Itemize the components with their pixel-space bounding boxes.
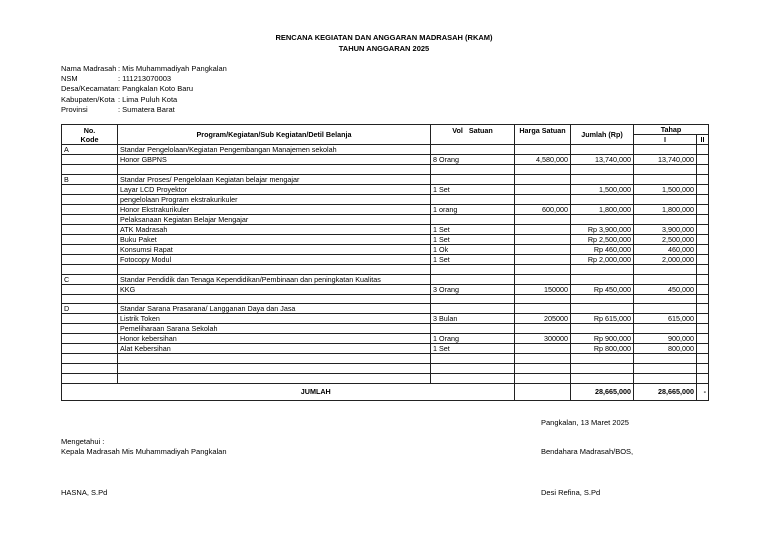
row-tahap-2: [697, 364, 709, 374]
document-subtitle: TAHUN ANGGARAN 2025: [338, 44, 430, 53]
row-harga: [515, 184, 571, 194]
table-row: [62, 165, 709, 175]
info-label: Nama Madrasah: [61, 64, 117, 73]
row-jumlah: 1,500,000: [571, 184, 634, 194]
total-jumlah: 28,665,000: [571, 383, 634, 400]
row-jumlah: Rp 460,000: [571, 244, 634, 254]
row-tahap-2: [697, 244, 709, 254]
row-harga: [515, 165, 571, 175]
row-tahap-1: [634, 294, 697, 304]
row-jumlah: [571, 354, 634, 364]
info-label: Provinsi: [61, 104, 88, 114]
row-tahap-2: [697, 234, 709, 244]
table-row: [62, 294, 709, 304]
row-program: Alat Kebersihan: [118, 344, 431, 354]
row-kode: D: [62, 304, 118, 314]
row-jumlah: 1,800,000: [571, 204, 634, 214]
row-harga: [515, 214, 571, 224]
row-vol: [431, 373, 473, 383]
row-program: [118, 165, 431, 175]
table-row: [62, 364, 709, 374]
row-kode: [62, 194, 118, 204]
row-tahap-1: 1,500,000: [634, 184, 697, 194]
row-satuan: [473, 354, 515, 364]
row-tahap-2: [697, 214, 709, 224]
row-harga: [515, 304, 571, 314]
row-harga: 300000: [515, 334, 571, 344]
row-program: Layar LCD Proyektor: [118, 184, 431, 194]
row-program: Fotocopy Modul: [118, 254, 431, 264]
row-satuan: [473, 344, 515, 354]
row-program: Konsumsi Rapat: [118, 244, 431, 254]
row-tahap-1: [634, 354, 697, 364]
row-tahap-2: [697, 224, 709, 234]
row-tahap-1: 615,000: [634, 314, 697, 324]
total-tahap-1: 28,665,000: [634, 383, 697, 400]
row-tahap-1: 3,900,000: [634, 224, 697, 234]
row-tahap-1: 460,000: [634, 244, 697, 254]
row-vol: 1 orang: [431, 204, 473, 214]
row-kode: [62, 324, 118, 334]
table-row: [62, 244, 709, 254]
row-tahap-1: 2,000,000: [634, 254, 697, 264]
info-label: Kabupaten/Kota: [61, 94, 115, 104]
row-tahap-2: [697, 284, 709, 294]
table-row: [62, 145, 709, 155]
row-program: Honor kebersihan: [118, 334, 431, 344]
row-jumlah: Rp 615,000: [571, 314, 634, 324]
table-row: [62, 214, 709, 224]
row-jumlah: [571, 304, 634, 314]
row-jumlah: [571, 194, 634, 204]
table-row: [62, 354, 709, 364]
table-row: [62, 184, 709, 194]
table-row: [62, 324, 709, 334]
kepala-title: Kepala Madrasah Mis Muhammadiyah Pangkalan: [61, 447, 227, 456]
row-kode: [62, 184, 118, 194]
row-satuan: [473, 264, 515, 274]
row-kode: [62, 344, 118, 354]
row-jumlah: [571, 145, 634, 155]
row-tahap-1: 13,740,000: [634, 155, 697, 165]
row-jumlah: [571, 174, 634, 184]
row-tahap-2: [697, 174, 709, 184]
row-program: Honor GBPNS: [118, 155, 431, 165]
row-jumlah: [571, 165, 634, 175]
row-harga: [515, 373, 571, 383]
table-body: [62, 145, 709, 384]
row-tahap-1: [634, 364, 697, 374]
info-value: : Pangkalan Koto Baru: [118, 84, 194, 94]
row-satuan: [473, 234, 515, 244]
row-harga: [515, 344, 571, 354]
header-kode: Kode: [80, 134, 99, 144]
row-program: [118, 354, 431, 364]
row-tahap-2: [697, 155, 709, 165]
table-row: [62, 274, 709, 284]
row-program: Standar Sarana Prasarana/ Langganan Daya dan Jasa: [118, 304, 431, 314]
row-tahap-1: [634, 304, 697, 314]
row-jumlah: Rp 800,000: [571, 344, 634, 354]
row-tahap-1: 800,000: [634, 344, 697, 354]
row-kode: C: [62, 274, 118, 284]
header-satuan: Satuan: [468, 126, 493, 135]
row-vol: 1 Orang: [431, 334, 473, 344]
row-satuan: [473, 254, 515, 264]
row-tahap-2: [697, 274, 709, 284]
table-row: [62, 314, 709, 324]
table-row: [62, 334, 709, 344]
row-vol: [431, 214, 473, 224]
info-row-desa: [61, 84, 227, 94]
info-row-provinsi: [61, 105, 227, 115]
row-tahap-1: [634, 214, 697, 224]
row-harga: [515, 174, 571, 184]
row-kode: [62, 364, 118, 374]
table-row: [62, 373, 709, 383]
row-kode: [62, 254, 118, 264]
header-tahap-2: II: [697, 135, 709, 145]
row-harga: [515, 324, 571, 334]
row-harga: [515, 294, 571, 304]
row-satuan: [473, 373, 515, 383]
row-tahap-2: [697, 194, 709, 204]
row-satuan: [473, 184, 515, 194]
info-value: : Lima Puluh Kota: [118, 94, 178, 104]
bendahara-name: Desi Refina, S.Pd: [541, 488, 601, 497]
row-kode: [62, 155, 118, 165]
row-kode: [62, 373, 118, 383]
row-tahap-1: [634, 274, 697, 284]
row-tahap-1: [634, 145, 697, 155]
row-jumlah: Rp 3,900,000: [571, 224, 634, 234]
row-vol: 1 Ok: [431, 244, 473, 254]
table-row: [62, 254, 709, 264]
row-kode: [62, 264, 118, 274]
row-satuan: [473, 244, 515, 254]
row-satuan: [473, 284, 515, 294]
row-harga: [515, 234, 571, 244]
total-label: JUMLAH: [118, 383, 515, 400]
row-vol: [431, 294, 473, 304]
row-kode: B: [62, 174, 118, 184]
row-tahap-1: [634, 174, 697, 184]
row-tahap-2: [697, 204, 709, 214]
row-vol: 1 Set: [431, 344, 473, 354]
row-satuan: [473, 194, 515, 204]
row-program: Pemeliharaan Sarana Sekolah: [118, 324, 431, 334]
row-jumlah: [571, 264, 634, 274]
row-jumlah: 13,740,000: [571, 155, 634, 165]
row-harga: [515, 254, 571, 264]
row-kode: [62, 294, 118, 304]
info-row-nama: [61, 64, 227, 74]
row-jumlah: [571, 373, 634, 383]
row-vol: 3 Orang: [431, 284, 473, 294]
row-satuan: [473, 214, 515, 224]
row-satuan: [473, 324, 515, 334]
row-tahap-2: [697, 344, 709, 354]
row-vol: [431, 145, 473, 155]
row-satuan: [473, 294, 515, 304]
row-satuan: [473, 155, 515, 165]
row-vol: [431, 354, 473, 364]
table-row: [62, 304, 709, 314]
row-harga: [515, 224, 571, 234]
row-kode: [62, 334, 118, 344]
row-jumlah: [571, 214, 634, 224]
row-tahap-2: [697, 184, 709, 194]
info-value: : 111213070003: [118, 74, 172, 84]
row-harga: [515, 354, 571, 364]
header-harga: Harga Satuan: [515, 125, 571, 145]
row-program: Pelaksanaan Kegiatan Belajar Mengajar: [118, 214, 431, 224]
header-no: No.: [83, 125, 96, 135]
table-row: [62, 155, 709, 165]
row-vol: [431, 165, 473, 175]
row-satuan: [473, 334, 515, 344]
row-vol: [431, 324, 473, 334]
info-value: : Mis Muhammadiyah Pangkalan: [118, 64, 227, 73]
row-tahap-1: [634, 165, 697, 175]
row-program: Standar Proses/ Pengelolaan Kegiatan belajar mengajar: [118, 174, 431, 184]
row-program: Listrik Token: [118, 314, 431, 324]
row-jumlah: [571, 364, 634, 374]
row-vol: [431, 274, 473, 284]
row-tahap-1: 900,000: [634, 334, 697, 344]
row-tahap-2: [697, 373, 709, 383]
row-vol: [431, 264, 473, 274]
row-satuan: [473, 314, 515, 324]
row-harga: 4,580,000: [515, 155, 571, 165]
rkam-table: [61, 124, 709, 401]
row-tahap-1: [634, 324, 697, 334]
school-info: [61, 64, 227, 115]
header-tahap: Tahap: [634, 125, 709, 135]
document-title: RENCANA KEGIATAN DAN ANGGARAN MADRASAH (RKAM): [275, 33, 493, 42]
row-tahap-2: [697, 334, 709, 344]
total-harga: [515, 383, 571, 400]
row-tahap-2: [697, 314, 709, 324]
row-harga: [515, 264, 571, 274]
table-row: [62, 284, 709, 294]
row-harga: [515, 145, 571, 155]
row-kode: [62, 234, 118, 244]
row-kode: [62, 214, 118, 224]
row-program: [118, 364, 431, 374]
row-vol: [431, 304, 473, 314]
total-spacer: [62, 383, 118, 400]
row-satuan: [473, 274, 515, 284]
row-tahap-1: [634, 264, 697, 274]
header-no-kode: [62, 125, 118, 145]
row-jumlah: Rp 900,000: [571, 334, 634, 344]
row-vol: 1 Set: [431, 184, 473, 194]
row-harga: 205000: [515, 314, 571, 324]
info-label: Desa/Kecamatan: [61, 84, 119, 94]
row-jumlah: Rp 2,000,000: [571, 254, 634, 264]
row-harga: [515, 244, 571, 254]
row-program: KKG: [118, 284, 431, 294]
kepala-name: HASNA, S.Pd: [61, 488, 108, 497]
row-kode: [62, 165, 118, 175]
row-kode: [62, 284, 118, 294]
table-row: [62, 234, 709, 244]
row-tahap-2: [697, 304, 709, 314]
row-harga: [515, 364, 571, 374]
row-vol: [431, 194, 473, 204]
table-row: [62, 204, 709, 214]
row-program: Buku Paket: [118, 234, 431, 244]
row-tahap-2: [697, 254, 709, 264]
row-tahap-1: 1,800,000: [634, 204, 697, 214]
row-jumlah: [571, 294, 634, 304]
mengetahui-label: Mengetahui :: [61, 437, 105, 446]
row-kode: [62, 244, 118, 254]
row-satuan: [473, 224, 515, 234]
bendahara-title: Bendahara Madrasah/BOS,: [541, 447, 634, 456]
row-vol: 1 Set: [431, 234, 473, 244]
row-program: ATK Madrasah: [118, 224, 431, 234]
row-vol: 1 Set: [431, 254, 473, 264]
row-tahap-1: 2,500,000: [634, 234, 697, 244]
header-vol: Vol: [452, 126, 463, 135]
row-vol: [431, 364, 473, 374]
row-program: [118, 373, 431, 383]
row-program: [118, 294, 431, 304]
row-tahap-2: [697, 165, 709, 175]
row-satuan: [473, 364, 515, 374]
row-harga: [515, 274, 571, 284]
total-tahap-2: -: [697, 383, 709, 400]
row-program: [118, 264, 431, 274]
table-row: [62, 194, 709, 204]
row-vol: [431, 174, 473, 184]
row-tahap-2: [697, 354, 709, 364]
row-kode: [62, 354, 118, 364]
row-jumlah: Rp 450,000: [571, 284, 634, 294]
row-program: Honor Ekstrakurikuler: [118, 204, 431, 214]
table-header: [62, 125, 709, 145]
info-value: : Sumatera Barat: [118, 104, 175, 114]
row-tahap-1: 450,000: [634, 284, 697, 294]
table-row: [62, 174, 709, 184]
row-vol: 1 Set: [431, 224, 473, 234]
row-satuan: [473, 304, 515, 314]
row-kode: [62, 314, 118, 324]
row-tahap-2: [697, 145, 709, 155]
row-vol: 8 Orang: [431, 155, 473, 165]
row-tahap-2: [697, 294, 709, 304]
row-tahap-1: [634, 373, 697, 383]
row-kode: [62, 204, 118, 214]
row-jumlah: Rp 2,500,000: [571, 234, 634, 244]
row-harga: [515, 194, 571, 204]
row-program: pengelolaan Program ekstrakurikuler: [118, 194, 431, 204]
table-row: [62, 264, 709, 274]
row-jumlah: [571, 274, 634, 284]
header-program: Program/Kegiatan/Sub Kegiatan/Detil Belanja: [118, 125, 431, 145]
info-row-kabupaten: [61, 95, 227, 105]
table-row: [62, 224, 709, 234]
row-satuan: [473, 145, 515, 155]
row-harga: 150000: [515, 284, 571, 294]
row-program: Standar Pengelolaan/Kegiatan Pengembangan Manajemen sekolah: [118, 145, 431, 155]
row-tahap-2: [697, 324, 709, 334]
row-kode: A: [62, 145, 118, 155]
header-jumlah: Jumlah (Rp): [571, 125, 634, 145]
total-row: [62, 383, 709, 400]
row-jumlah: [571, 324, 634, 334]
row-satuan: [473, 174, 515, 184]
place-date: Pangkalan, 13 Maret 2025: [541, 418, 629, 427]
row-satuan: [473, 204, 515, 214]
row-kode: [62, 224, 118, 234]
header-tahap-1: I: [634, 135, 697, 145]
row-tahap-1: [634, 194, 697, 204]
info-row-nsm: [61, 74, 227, 84]
row-tahap-2: [697, 264, 709, 274]
row-program: Standar Pendidik dan Tenaga Kependidikan/Pembinaan dan peningkatan Kualitas: [118, 274, 431, 284]
table-row: [62, 344, 709, 354]
header-vol-satuan: [431, 125, 515, 145]
row-satuan: [473, 165, 515, 175]
info-label: NSM: [61, 74, 78, 84]
row-vol: 3 Bulan: [431, 314, 473, 324]
row-harga: 600,000: [515, 204, 571, 214]
